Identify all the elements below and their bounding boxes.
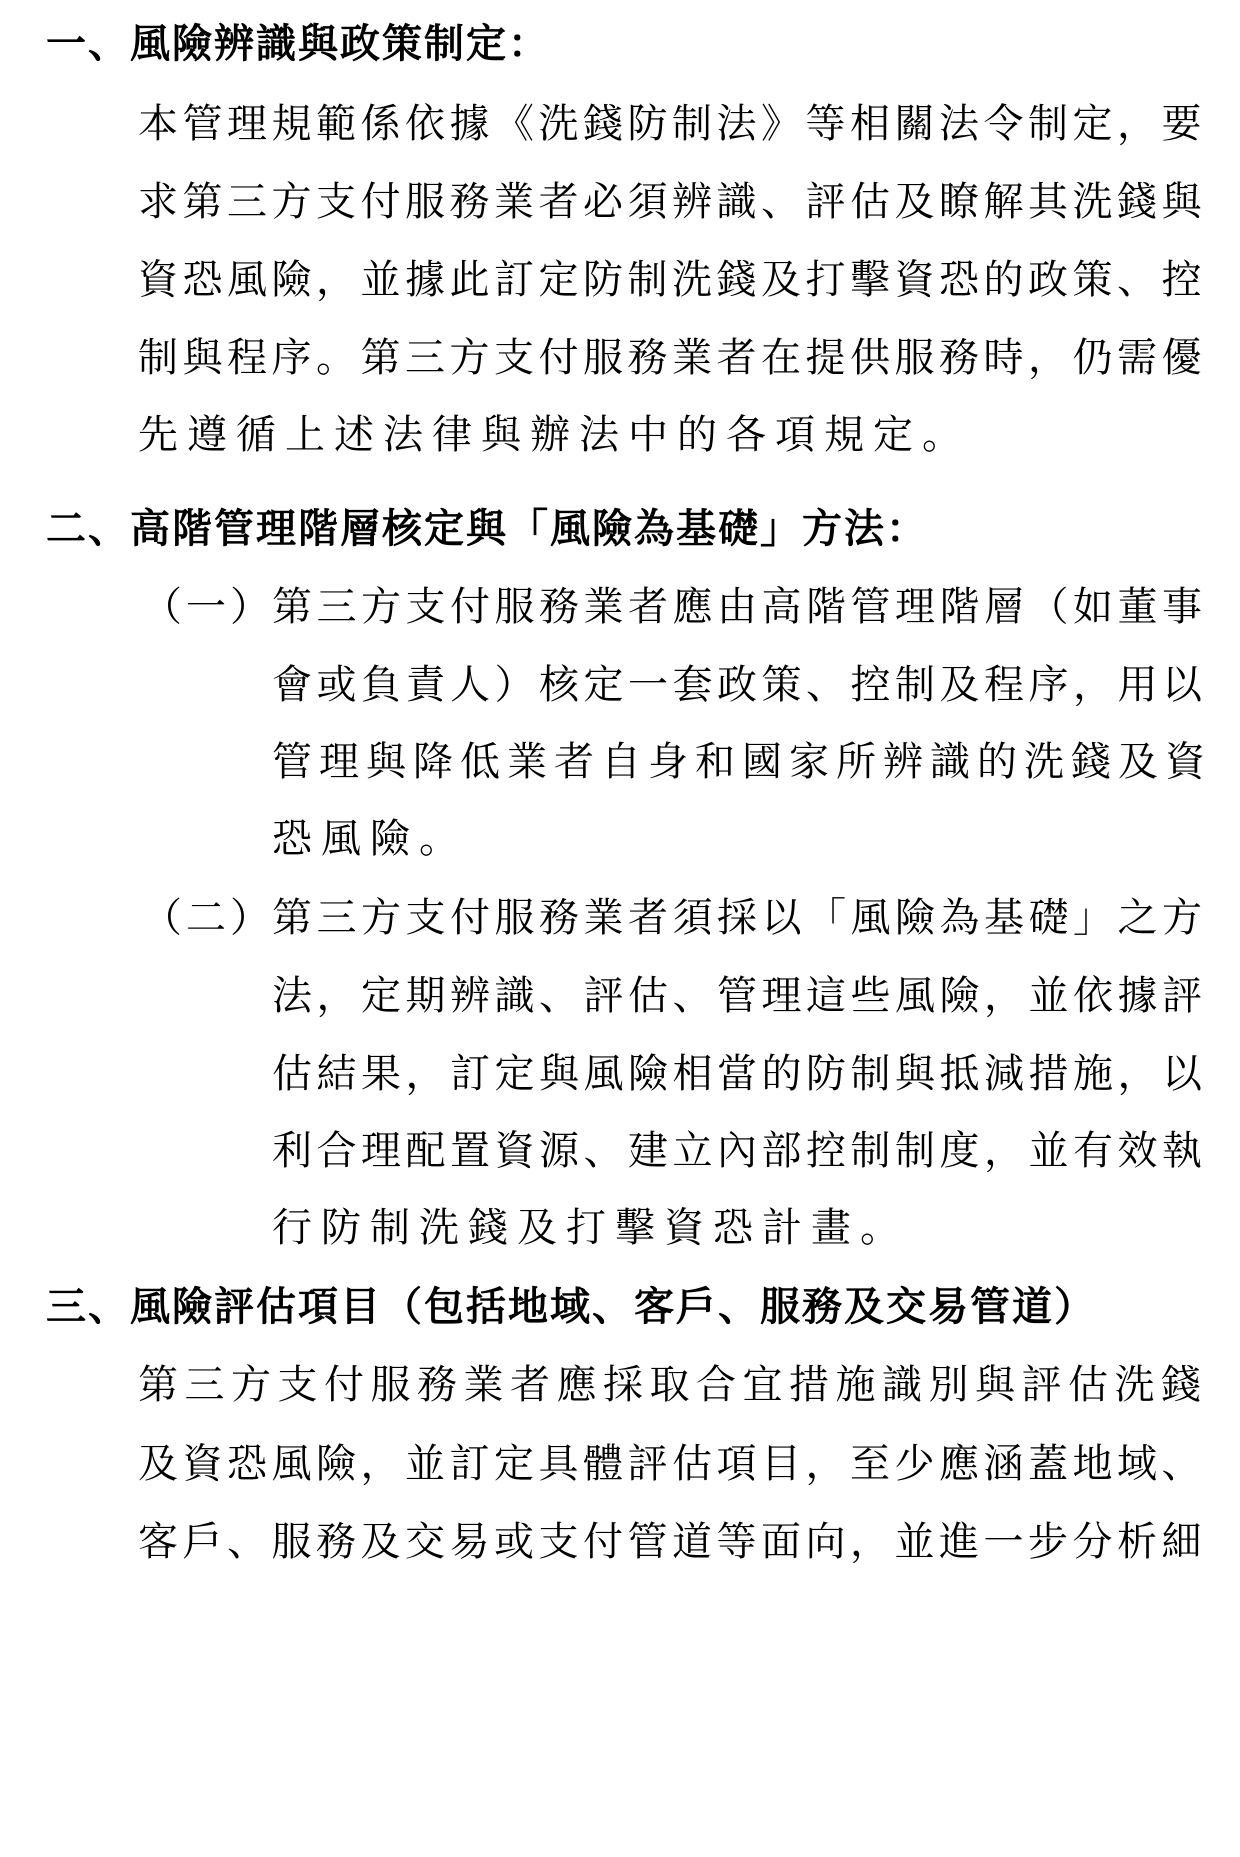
section-3-line-2: 及資恐風險，並訂定具體評估項目，至少應涵蓋地域、 — [138, 1441, 1206, 1487]
item-marker-2: （二） — [142, 895, 274, 941]
item-marker-1: （一） — [142, 584, 274, 630]
section-1-line-1: 本管理規範係依據《洗錢防制法》等相關法令制定，要 — [138, 101, 1206, 147]
section-1-line-4: 制與程序。第三方支付服務業者在提供服務時，仍需優 — [138, 335, 1206, 381]
section-1-line-5: 先遵循上述法律與辦法中的各項規定。 — [138, 412, 971, 458]
section-heading-3: 三、風險評估項目（包括地域、客戶、服務及交易管道） — [46, 1284, 1096, 1330]
item-1-line-2: 會或負責人）核定一套政策、控制及程序，用以 — [272, 662, 1207, 708]
item-1-line-4: 恐風險。 — [272, 816, 468, 862]
item-2-line-3: 估結果，訂定與風險相當的防制與抵減措施，以 — [272, 1051, 1207, 1097]
item-2-line-2: 法，定期辨識、評估、管理這些風險，並依據評 — [272, 973, 1207, 1019]
section-1-line-2: 求第三方支付服務業者必須辨識、評估及瞭解其洗錢與 — [138, 179, 1206, 225]
item-2-line-1: 第三方支付服務業者須採以「風險為基礎」之方 — [272, 895, 1207, 941]
section-heading-1: 一、風險辨識與政策制定： — [46, 21, 550, 67]
item-1-line-1: 第三方支付服務業者應由高階管理階層（如董事 — [272, 584, 1207, 630]
item-2-line-4: 利合理配置資源、建立內部控制制度，並有效執 — [272, 1128, 1207, 1174]
section-heading-2: 二、高階管理階層核定與「風險為基礎」方法： — [46, 506, 928, 552]
section-3-line-3: 客戶、服務及交易或支付管道等面向，並進一步分析細 — [138, 1519, 1206, 1565]
item-2-line-5: 行防制洗錢及打擊資恐計畫。 — [272, 1205, 909, 1251]
section-1-line-3: 資恐風險，並據此訂定防制洗錢及打擊資恐的政策、控 — [138, 257, 1206, 303]
section-3-line-1: 第三方支付服務業者應採取合宜措施識別與評估洗錢 — [138, 1362, 1208, 1408]
item-1-line-3: 管理與降低業者自身和國家所辨識的洗錢及資 — [272, 739, 1212, 785]
